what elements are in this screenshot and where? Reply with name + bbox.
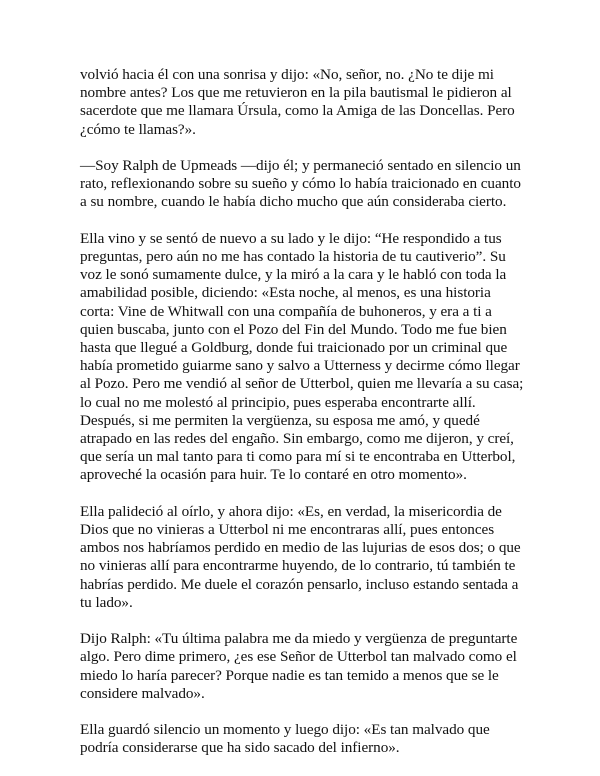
paragraph-3: Ella vino y se sentó de nuevo a su lado y le dijo: “He respondido a tus preguntas, pero aún no me has contado la historia de tu cautiverio”. Su voz le sonó sumamente dulce, y la miró a la cara y le habló con toda la amabilidad posible, diciendo: «Esta noche, al menos, es una historia corta: Vine de Whitwall con una compañía de buhoneros, y era a ti a quien buscaba, junto con el Pozo del Fin del Mundo. Todo me fue bien hasta que llegué a Goldburg, donde fui traicionado por un criminal que había prometido guiarme sano y salvo a Utterness y decirme cómo llegar al Pozo. Pero me vendió al señor de Utterbol, quien me llevaría a su casa; lo cual no me molestó al principio, pues esperaba encontrarte allí. Después, si me permiten la vergüenza, su esposa me amó, y quedé atrapado en las redes del engaño. Sin embargo, como me dijeron, y creí, que sería un mal tanto para ti como para mí si te encontraba en Utterbol, aproveché la ocasión para huir. Te lo contaré en otro momento».: [80, 229, 524, 484]
document-page: [80, 66, 526, 776]
paragraph-5: Dijo Ralph: «Tu última palabra me da miedo y vergüenza de preguntarte algo. Pero dime primero, ¿es ese Señor de Utterbol tan malvado como el miedo lo haría parecer? Porque nadie es tan temido a menos que se le considere malvado».: [80, 630, 518, 702]
paragraph-1: volvió hacia él con una sonrisa y dijo: «No, señor, no. ¿No te dije mi nombre antes? Los que me retuvieron en la pila bautismal le pidieron al sacerdote que me llamara Úrsula, como la Amiga de las Doncellas. Pero ¿cómo te llamas?».: [80, 66, 515, 138]
paragraph-4: Ella palideció al oírlo, y ahora dijo: «Es, en verdad, la misericordia de Dios que no vinieras a Utterbol ni me encontraras allí, pues entonces ambos nos habríamos perdido en medio de las lujurias de esos dos; o que no vinieras allí para encontrarme huyendo, de lo contrario, tú también te habrías perdido. Me duele el corazón pensarlo, incluso estando sentada a tu lado».: [80, 502, 521, 611]
paragraph-2: —Soy Ralph de Upmeads —dijo él; y permaneció sentado en silencio un rato, reflexionando sobre su sueño y cómo lo había traicionado en cuanto a su nombre, cuando le había dicho mucho que aún consideraba cierto.: [80, 157, 521, 211]
paragraph-6: Ella guardó silencio un momento y luego dijo: «Es tan malvado que podría considerarse que ha sido sacado del infierno».: [80, 721, 490, 757]
